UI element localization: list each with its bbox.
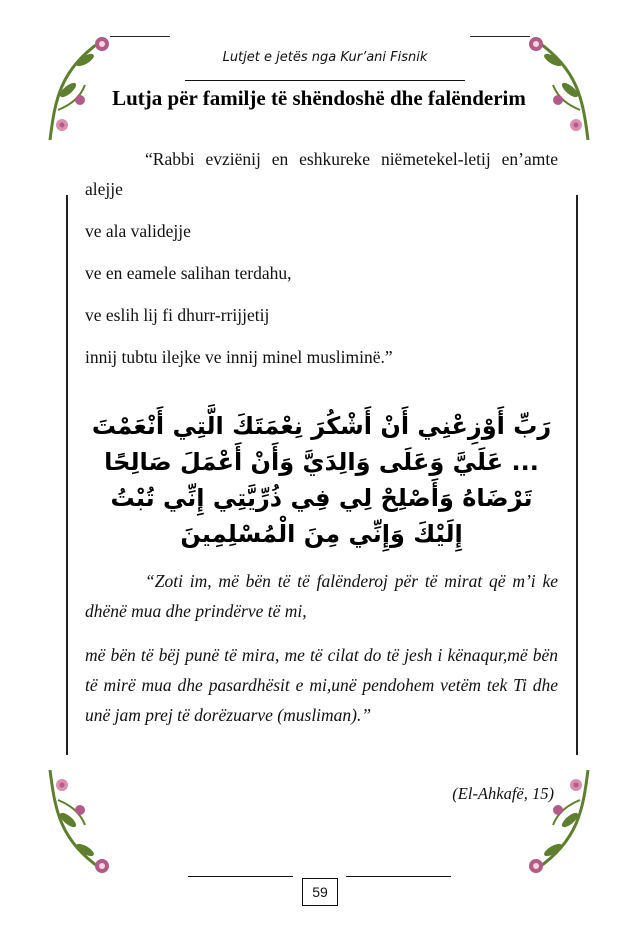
page-title: Lutja për familje të shëndoshë dhe falënderim [112, 86, 526, 110]
frame-left-line [66, 195, 68, 755]
translation-paragraph: më bën të bëj punë të mira, me të cilat do të jesh i kënaqur,më bën të mirë mua dhe pasardhësit e mi,unë pendohem vetëm tek Ti dhe unë jam prej të dorëzuarve (musliman).” [85, 645, 558, 725]
translation-paragraph: “Zoti im, më bën të të falënderoj për të mirat që m’i ke dhënë mua dhe prindërve të mi, [85, 571, 558, 621]
footer-rule-right [346, 876, 451, 877]
transliteration-line: ve en eamele salihan terdahu, [85, 263, 292, 283]
floral-corner-icon-bottom-left [40, 760, 150, 880]
running-header: Lutjet e jetës nga Kur’ani Fisnik [222, 50, 428, 65]
footer-rule-left [188, 876, 293, 877]
page-number: 59 [302, 878, 338, 906]
arabic-verse: رَبِّ أَوْزِعْنِي أَنْ أَشْكُرَ نِعْمَتَكَ الَّتِي أَنْعَمْتَ ... عَلَيَّ وَعَلَى وَالِدَيَّ وَأَنْ أَعْمَلَ صَالِحًا تَرْضَاهُ وَأَصْلِحْ لِي فِي ذُرِّيَّتِي إِنِّي تُبْتُ إِلَيْكَ وَإِنِّي مِنَ الْمُسْلِمِينَ [91, 412, 552, 548]
transliteration-line: ve ala validejje [85, 221, 191, 241]
header-rule [185, 80, 465, 81]
floral-corner-icon-bottom-right [488, 760, 598, 880]
verse-source: (El-Ahkafë, 15) [452, 784, 554, 803]
transliteration-line: “Rabbi evziënij en eshkureke niëmetekel-letij en’amte alejje [85, 149, 558, 199]
frame-right-line [576, 195, 578, 755]
transliteration-block [85, 144, 558, 372]
transliteration-line: ve eslih lij fi dhurr-rrijjetij [85, 305, 270, 325]
transliteration-line: innij tubtu ilejke ve innij minel musliminë.” [85, 347, 393, 367]
translation-block [85, 566, 558, 730]
